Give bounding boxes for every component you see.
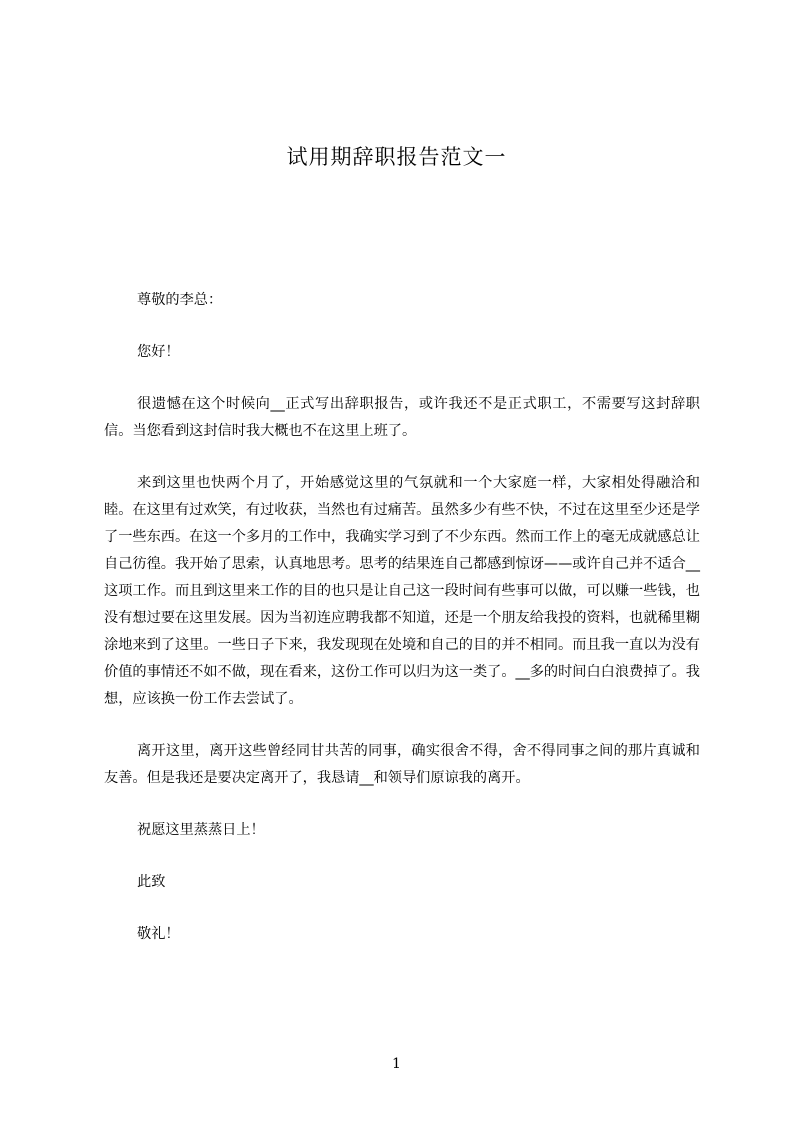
greeting: 您好！ [137, 344, 180, 360]
closing-line-2: 敬礼！ [137, 926, 180, 942]
document-body [104, 287, 700, 973]
closing-line-1: 此致 [137, 874, 166, 890]
page-number: 1 [392, 1056, 401, 1072]
paragraph-2: 来到这里也快两个月了，开始感觉这里的气氛就和一个大家庭一样，大家相处得融洽和睦。在这里有过欢笑，有过收获，当然也有过痛苦。虽然多少有些不快，不过在这里至少还是学了一些东西。在这一个多月的工作中，我确实学习到了不少东西。然而工作上的毫无成就感总让自己彷徨。我开始了思索，认真地思考。思考的结果连自己都感到惊讶——或许自己并不适合__这项工作。而且到这里来工作的目的也只是让自己这一段时间有些事可以做，可以赚一些钱，也没有想过要在这里发展。因为当初连应聘我都不知道，还是一个朋友给我投的资料，也就稀里糊涂地来到了这里。一些日子下来，我发现现在处境和自己的目的并不相同。而且我一直以为没有价值的事情还不如不做，现在看来，这份工作可以归为这一类了。__多的时间白白浪费掉了。我想，应该换一份工作去尝试了。 [104, 475, 700, 707]
wish-line: 祝愿这里蒸蒸日上！ [137, 822, 265, 838]
salutation: 尊敬的李总： [137, 292, 223, 308]
paragraph-3: 离开这里，离开这些曾经同甘共苦的同事，确实很舍不得，舍不得同事之间的那片真诚和友善。但是我还是要决定离开了，我恳请__和领导们原谅我的离开。 [104, 743, 700, 786]
paragraph-1: 很遗憾在这个时候向__正式写出辞职报告，或许我还不是正式职工，不需要写这封辞职信。当您看到这封信时我大概也不在这里上班了。 [104, 396, 700, 439]
document-title: 试用期辞职报告范文一 [286, 145, 507, 169]
